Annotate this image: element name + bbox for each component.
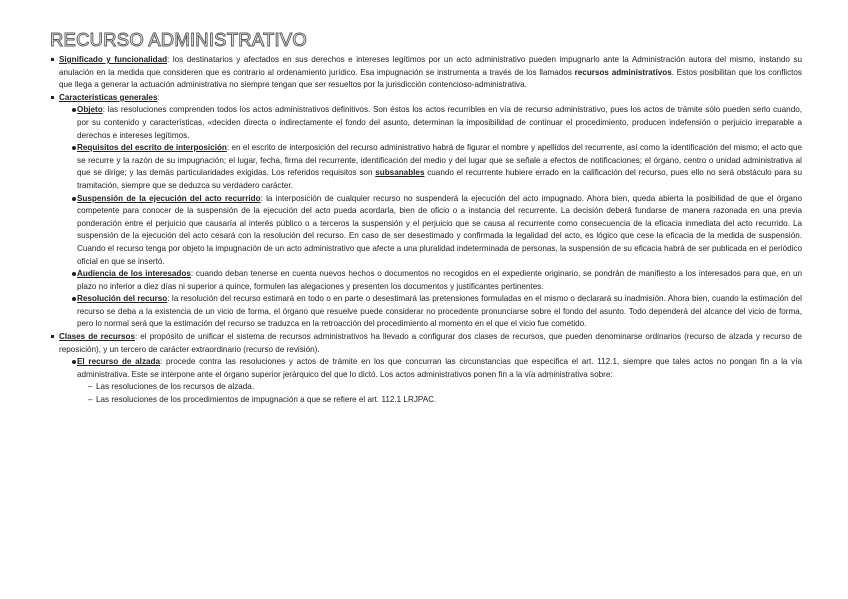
clases-text: : el propósito de unificar el sistema de recursos administrativos ha llevado a configurar dos clases de recursos, que pueden denominarse ordinarios (recurso de alzada y recurso de reposición), y un tercero de carácter extraordinario (recurso de revisión). <box>59 332 802 354</box>
round-bullet-icon <box>72 146 76 150</box>
list-item-alzada <box>50 356 802 381</box>
item-text: : en el escrito de interposición del recurso administrativo habrá de figurar el nombre y apellidos del recurrente, así como la identificación del mismo; el acto que se recurre y la razón de su impugnación; el lugar, fecha, firma del recurrente, identificación del medio y del lugar que se señale a efectos de notificaciones; el órgano, centro o unidad administrativa al que se dirige; y las demás particularidades exigidas. Los referidos requisitos son <box>77 143 802 178</box>
square-bullet-icon <box>51 96 54 99</box>
round-bullet-icon <box>72 297 76 301</box>
item-text: : la resolución del recurso estimará en todo o en parte o desestimará las pretensiones formuladas en el mismo o declarará su inadmisión. Ahora bien, cuando la estimación del recurso se deba a la existencia de un vicio de forma, el órgano que resuelve puede considerar no procedente pronunciarse sobre el fondo del asunto. Todo dependerá del alcance del vicio de forma, pero lo normal será que la estimación del recurso se traduzca en la retroacción del procedimiento al momento en el que el vicio fue cometido. <box>77 294 802 329</box>
list-item-resolucion <box>50 293 802 331</box>
significado-strong: recursos administrativos <box>574 67 672 77</box>
item-text-2: cuando el recurrente hubiere errado en la calificación del recurso, pues ello no será obstáculo para su tramitación, siempre que se deduzca su verdadero carácter. <box>77 168 803 190</box>
sub-item-text: Las resoluciones de los recursos de alzada. <box>96 382 255 392</box>
dash-bullet-icon: – <box>88 382 93 392</box>
item-text: : procede contra las resoluciones y actos de trámite en los que concurran las circunstancias que especifica el art. 112.1, siempre que tales actos no pongan fin a la vía administrativa. Este se interpone ante el órgano superior jerárquico del que lo dictó. Los actos administrativos ponen fin a la vía administrativa sobre: <box>77 357 802 379</box>
item-text: : las resoluciones comprenden todos los actos administrativos definitivos. Son éstos los actos recurribles en vía de recurso administrativo, pues los actos de trámite sólo pueden serlo cuando, por su contenido y características, «deciden directa o indirectamente el fondo del asunto, determinan la imposibilidad de continuar el procedimiento, producen indefensión o perjuicio irreparable a derechos e intereses legítimos. <box>77 105 802 140</box>
item-strong: subsanables <box>375 168 425 178</box>
item-term: Resolución del recurso <box>77 294 168 304</box>
item-term: Requisitos del escrito de interposición <box>77 143 227 153</box>
significado-text: : los destinatarios y afectados en sus derechos e intereses legítimos por un acto administrativo pueden impugnarlo ante la Administración autora del mismo, instando su anulación en la medida que consideren que es contrario al ordenamiento jurídico. Esa impugnación se instrumenta a través de los llamados <box>59 55 802 77</box>
list-item-audiencia <box>50 268 802 293</box>
clases-term: Clases de recursos <box>59 332 135 342</box>
dash-bullet-icon: – <box>88 395 93 405</box>
sub-list-item <box>50 381 802 394</box>
item-term: Audiencia de los interesados <box>77 269 191 279</box>
item-text: : cuando deban tenerse en cuenta nuevos hechos o documentos no recogidos en el expediente originario, se pondrán de manifiesto a los interesados para que, en un plazo no inferior a diez días ni superior a quince, formulen las alegaciones y presenten los documentos y justificantes pertinentes. <box>77 269 802 291</box>
section-caracteristicas <box>50 92 802 105</box>
significado-term: Significado y funcionalidad <box>59 55 168 64</box>
item-term: El recurso de alzada <box>77 357 161 367</box>
document-title: RECURSO ADMINISTRATIVO <box>50 29 307 50</box>
round-bullet-icon <box>72 360 76 364</box>
round-bullet-icon <box>72 272 76 276</box>
round-bullet-icon <box>72 108 76 112</box>
significado-text-2: . Estos posibilitan que los conflictos que llega a generar la actuación administrativa no siempre tengan que ser resueltos por la jurisdicción contencioso-administrativa. <box>59 67 802 90</box>
section-clases <box>50 331 802 356</box>
caracteristicas-term: Características generales <box>59 92 158 102</box>
section-significado <box>50 54 802 92</box>
square-bullet-icon <box>51 58 54 61</box>
square-bullet-icon <box>51 335 54 338</box>
item-text: : la interposición de cualquier recurso no suspenderá la ejecución del acto impugnado. Ahora bien, queda abierta la posibilidad de que el órgano competente para conocer de la suspensión de la ejecución del acto pueda acordarla, bien de oficio o a instancia del recurrente. La decisión deberá fundarse de manera razonada en una previa ponderación entre el perjuicio que causaría al interés público o a terceros la suspensión y el perjuicio que se causa al recurrente como consecuencia de la eficacia inmediata del acto recurrido. La suspensión de la ejecución del acto cesará con la resolución del recurso. En caso de ser desestimado y confirmada la legalidad del acto, es lógico que cese la eficacia de la medida de suspensión. Cuando el recurso tenga por objeto la impugnación de un acto administrativo que afecte a una pluralidad indeterminada de personas, la suspensión de su eficacia habrá de ser publicada en el periódico oficial en que se insertó. <box>77 193 802 266</box>
round-bullet-icon <box>72 197 76 201</box>
list-item-suspension <box>50 193 802 269</box>
list-item-requisitos <box>50 142 802 192</box>
item-term: Suspensión de la ejecución del acto recurrido <box>77 193 261 203</box>
caracteristicas-text: : <box>157 92 160 102</box>
sub-item-text: Las resoluciones de los procedimientos de impugnación a que se refiere el art. 112.1 LRJPAC. <box>96 395 437 405</box>
sub-list-item <box>50 394 802 407</box>
list-item-objeto <box>50 104 802 142</box>
item-term: Objeto <box>77 105 103 115</box>
